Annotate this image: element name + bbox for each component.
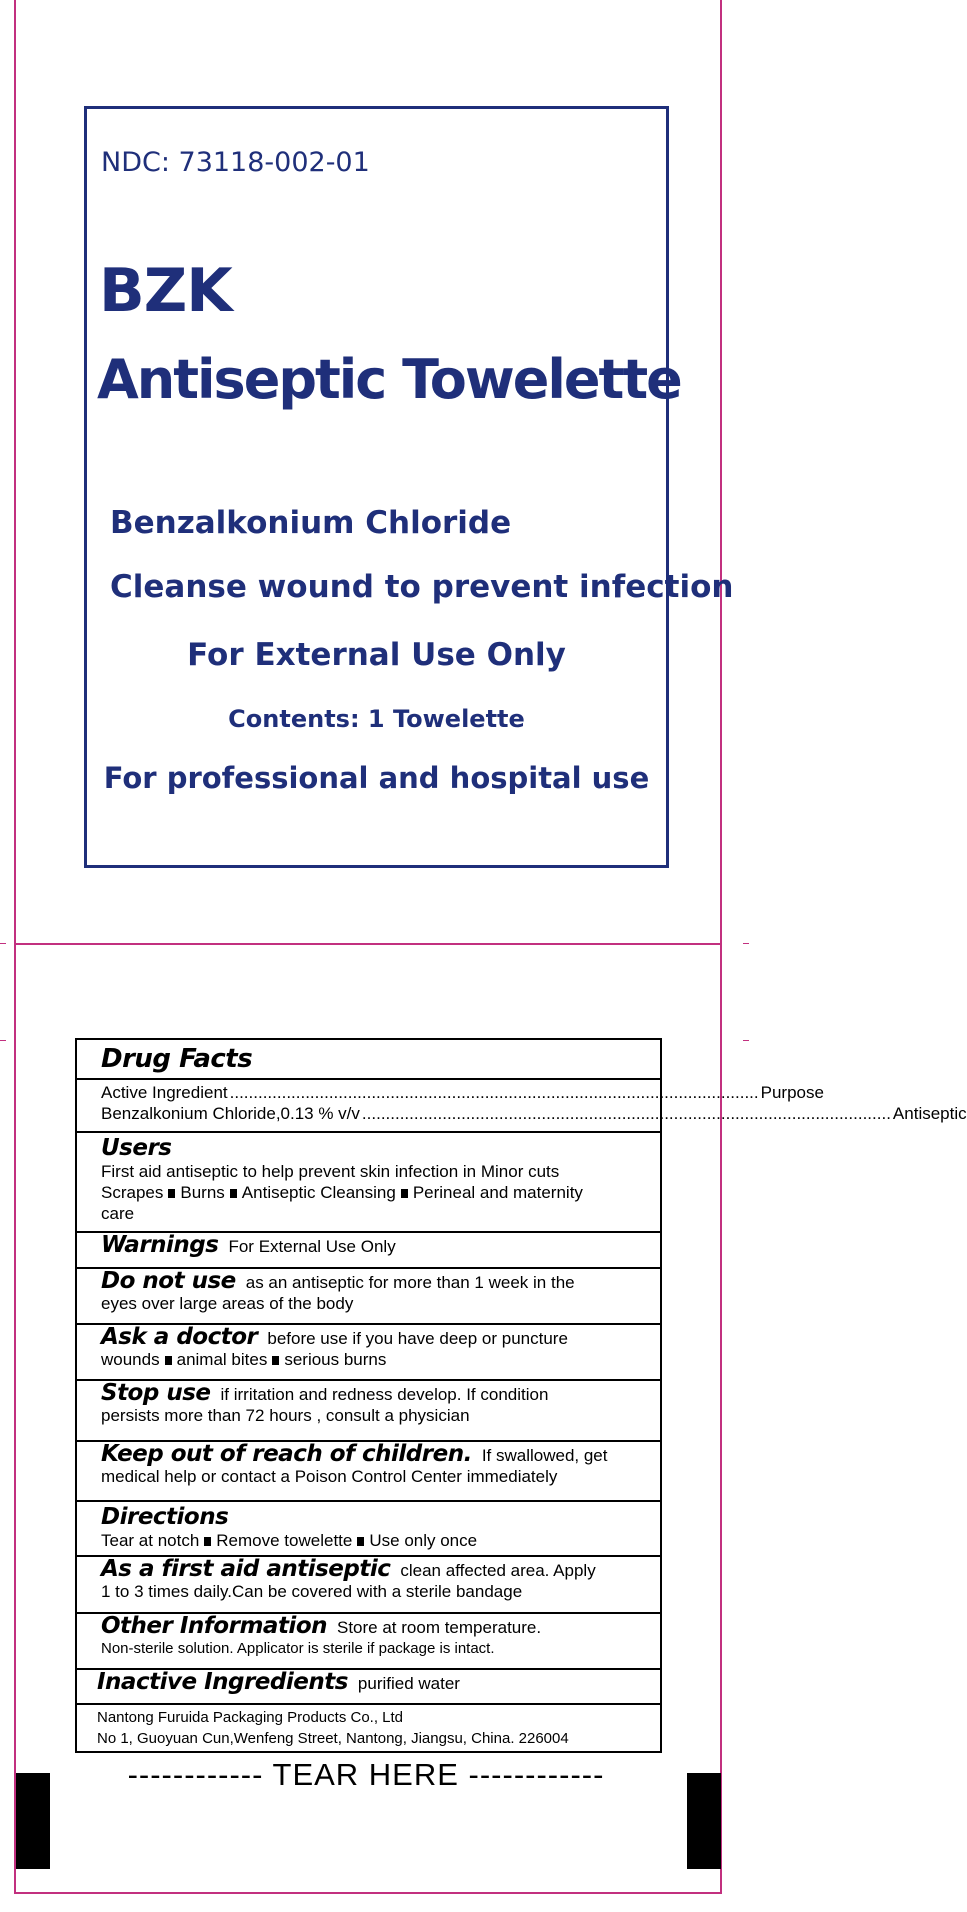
- tear-here-label[interactable]: ------------ TEAR HERE ------------: [127, 1757, 605, 1792]
- directions-heading: Directions: [101, 1504, 229, 1530]
- bullet-square-icon: [357, 1537, 364, 1546]
- tick-right-2: [743, 1040, 749, 1041]
- keep-out-text-1: If swallowed, get: [481, 1446, 608, 1465]
- drug-facts-box: [75, 1038, 967, 1753]
- stop-use-heading: Stop use: [101, 1380, 211, 1406]
- stop-use-text-2: persists more than 72 hours , consult a physician: [101, 1406, 470, 1425]
- bullet-square-icon: [204, 1537, 211, 1546]
- manufacturer-section: [77, 1703, 660, 1751]
- bullet-square-icon: [168, 1189, 175, 1198]
- stop-use-text-1: if irritation and redness develop. If condition: [220, 1385, 549, 1404]
- do-not-use-heading: Do not use: [101, 1268, 236, 1294]
- uses-heading: Users: [101, 1135, 172, 1161]
- dot-leader: ................................................................................................................: [361, 1104, 891, 1123]
- tear-bar-right: [687, 1773, 721, 1869]
- uses-line-1: First aid antiseptic to help prevent skin infection in Minor cuts: [101, 1162, 560, 1181]
- first-aid-text-1: clean affected area. Apply: [400, 1561, 596, 1580]
- fold-tick-left: [0, 943, 6, 944]
- bullet-square-icon: [272, 1356, 279, 1365]
- tick-left-2: [0, 1040, 6, 1041]
- active-value-left: Benzalkonium Chloride,0.13 % v/v: [101, 1104, 360, 1123]
- ndc-code: NDC: 73118-002-01: [101, 147, 370, 178]
- uses-section: [77, 1131, 660, 1231]
- active-header-left: Active Ingredient: [101, 1083, 228, 1102]
- inactive-ingredients-heading: Inactive Ingredients: [97, 1669, 348, 1695]
- ask-doctor-item-bites: animal bites: [176, 1350, 268, 1369]
- front-panel: [84, 106, 734, 868]
- do-not-use-section: [77, 1267, 660, 1323]
- ask-doctor-item-burns: serious burns: [284, 1350, 387, 1369]
- active-ingredient-section: [77, 1078, 967, 1131]
- uses-item-scrapes: Scrapes: [101, 1183, 164, 1202]
- keep-out-text-2: medical help or contact a Poison Control Center immediately: [101, 1467, 558, 1486]
- front-external-use: For External Use Only: [187, 637, 566, 673]
- first-aid-heading: As a first aid antiseptic: [101, 1556, 391, 1582]
- dot-leader: ................................................................................................................: [229, 1083, 759, 1102]
- first-aid-section: [77, 1555, 660, 1612]
- bullet-square-icon: [401, 1189, 408, 1198]
- uses-item-cleansing: Antiseptic Cleansing: [241, 1183, 396, 1202]
- keep-out-section: [77, 1440, 660, 1500]
- warnings-section: [77, 1231, 660, 1267]
- uses-item-care: care: [101, 1204, 135, 1223]
- tear-bar-left: [16, 1773, 50, 1869]
- ask-doctor-text-1: before use if you have deep or puncture: [267, 1329, 568, 1348]
- manufacturer-address: No 1, Guoyuan Cun,Wenfeng Street, Nantong, Jiangsu, China. 226004: [97, 1730, 569, 1747]
- directions-item-notch: Tear at notch: [101, 1531, 200, 1550]
- front-active-ingredient: Benzalkonium Chloride: [110, 505, 512, 541]
- other-information-text-1: Store at room temperature.: [337, 1618, 542, 1637]
- warnings-heading: Warnings: [101, 1232, 219, 1258]
- stop-use-section: [77, 1379, 660, 1440]
- bullet-square-icon: [230, 1189, 237, 1198]
- ask-doctor-section: [77, 1323, 660, 1379]
- brand-name: BZK: [99, 256, 232, 326]
- do-not-use-text-2: eyes over large areas of the body: [101, 1294, 354, 1313]
- facts-title-section: [77, 1040, 660, 1078]
- first-aid-text-2: 1 to 3 times daily.Can be covered with a sterile bandage: [101, 1582, 523, 1601]
- directions-section: [77, 1500, 660, 1555]
- directions-item-remove: Remove towelette: [216, 1531, 353, 1550]
- bullet-square-icon: [165, 1356, 172, 1365]
- manufacturer-name: Nantong Furuida Packaging Products Co., Ltd: [97, 1709, 404, 1726]
- inactive-ingredients-text: purified water: [357, 1674, 460, 1693]
- fold-tick-right: [743, 943, 749, 944]
- front-contents: Contents: 1 Towelette: [228, 705, 525, 733]
- warnings-text: For External Use Only: [228, 1237, 396, 1256]
- uses-item-perineal: Perineal and maternity: [412, 1183, 583, 1202]
- other-information-text-2: Non-sterile solution. Applicator is sterile if package is intact.: [101, 1640, 495, 1657]
- do-not-use-text-1: as an antiseptic for more than 1 week in the: [245, 1273, 575, 1292]
- directions-item-once: Use only once: [369, 1531, 478, 1550]
- active-header-right: Purpose: [760, 1083, 824, 1102]
- facts-title: Drug Facts: [101, 1044, 253, 1074]
- front-claim: Cleanse wound to prevent infection: [110, 569, 734, 605]
- fold-line: [14, 943, 722, 945]
- product-name: Antiseptic Towelette: [97, 348, 681, 411]
- ask-doctor-item-wounds: wounds: [101, 1350, 160, 1369]
- active-value-right: Antiseptic: [892, 1104, 967, 1123]
- other-information-section: [77, 1612, 660, 1668]
- keep-out-heading: Keep out of reach of children.: [101, 1441, 472, 1467]
- other-information-heading: Other Information: [101, 1613, 327, 1639]
- inactive-ingredients-section: [77, 1668, 660, 1703]
- ask-doctor-heading: Ask a doctor: [101, 1324, 258, 1350]
- front-professional-use: For professional and hospital use: [103, 761, 650, 795]
- uses-item-burns: Burns: [180, 1183, 225, 1202]
